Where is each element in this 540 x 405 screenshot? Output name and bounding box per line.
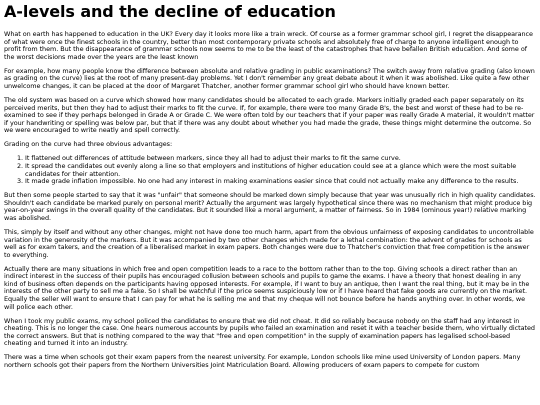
article-paragraph: But then some people started to say that it was "unfair" that someone should be marked down simply because that year was unusually rich in high quality candidates. Shouldn't each candidate be marked purely on personal merit? Actually the argument was largely hypothetical since there was no mechanism that might produce big year-on-year swings in the overall quality of the candidates. But it sounded like a moral argument, a matter of fairness. So in 1984 (ominous year!) relative marking was abolished. bbox=[4, 191, 536, 222]
article-body bbox=[4, 31, 536, 370]
article-paragraph: What on earth has happened to education in the UK? Every day it looks more like a train wreck. Of course as a former grammar school girl, I regret the disappearance of what were once the finest schools in the country, better than most contemporary private schools and absolutely free of charge to anyone intelligent enough to profit from them. But the disappearance of grammar schools now seems to me to be the least of the catastrophes that have befallen British education. And some of the worst decisions made over the years are the least known bbox=[4, 30, 533, 61]
article-paragraph: The old system was based on a curve which showed how many candidates should be allocated to each grade. Markers initially graded each paper separately on its perceived merits, but then they had to adjust their marks to fit the curve. If, for example, there were too many Grade B's, the best and worst of these had to be re-examined to see if they perhaps belonged in Grade A or Grade C. We were often told by our teachers that if your paper was really Grade A material, it wouldn't matter if your handwriting or spelling was below par, but that if there was any doubt about whether you had made the grade, these things might determine the outcome. So we were encouraged to write neatly and spell correctly. bbox=[4, 96, 535, 135]
list-item: 1. It flattened out differences of attitude between markers, since they all had to adjust their marks to fit the same curve. bbox=[25, 155, 536, 163]
article-paragraph: When I took my public exams, my school policed the candidates to ensure that we did not cheat. It did so reliably because nobody on the staff had any interest in cheating. This is no longer the case. One hears numerous accounts by pupils who failed an examination and reset it with a teacher beside them, who virtually dictated the correct answers. But that is nothing compared to the way that "free and open competition" in the supply of examination papers has legalised school-based cheating and turned it into an industry. bbox=[4, 316, 535, 348]
list-item: 2. It spread the candidates out evenly along a line so that employers and institutions of higher education could see at a glance which were the most suitable candidates for their attention. bbox=[25, 163, 536, 178]
article-paragraph: There was a time when schools got their exam papers from the nearest university. For example, London schools like mine used University of London papers. Many northern schools got their papers from the Northern Universities Joint Matriculation Board. Allowing producers of exam papers to compete for custom bbox=[4, 353, 521, 370]
list-item: 3. It made grade inflation impossible. No one had any interest in making examinations easier since that could not actually make any difference to the results. bbox=[25, 178, 536, 186]
advantages-list bbox=[4, 155, 536, 185]
article-paragraph: Actually there are many situations in which free and open competition leads to a race to the bottom rather than to the top. Giving schools a direct rather than an indirect interest in the success of their pupils has encouraged collusion between schools and pupils to game the exams. I have a theory that honest dealing in any kind of business often depends on the participants having opposed interests. For example, if I want to buy an antique, then I want the real thing, but it may be in the interests of the other party to sell me a fake. So I shall be watchful if the price seems suspiciously low or if I have heard that fake goods are currently on the market. Equally the seller will want to ensure that I can pay for what he is selling me and that my cheque will not bounce before he hands anything over. In other words, we will police each other. bbox=[4, 264, 530, 311]
article-paragraph: Grading on the curve had three obvious advantages: bbox=[4, 140, 173, 149]
article-paragraph: For example, how many people know the difference between absolute and relative grading in public examinations? The switch away from relative grading (also known as grading on the curve) lies at the root of many present-day problems. Yet I don't remember any great debate about it when it was abolished. Like quite a few other unwelcome changes, it can be placed at the door of Margaret Thatcher, another former grammar school girl who should have known better. bbox=[4, 66, 535, 90]
article-title: A-levels and the decline of education bbox=[4, 2, 336, 21]
article-paragraph: This, simply by itself and without any other changes, might not have done too much harm, apart from the obvious unfairness of exposing candidates to uncontrollable variation in the generosity of the markers. But it was accompanied by two other changes which made for a lethal combination: the advent of grades for schools as well as for exam takers, and the creation of a liberalised market in exam papers. Both changes were due to Thatcher's conviction that free competition is the answer to everything. bbox=[4, 228, 534, 259]
